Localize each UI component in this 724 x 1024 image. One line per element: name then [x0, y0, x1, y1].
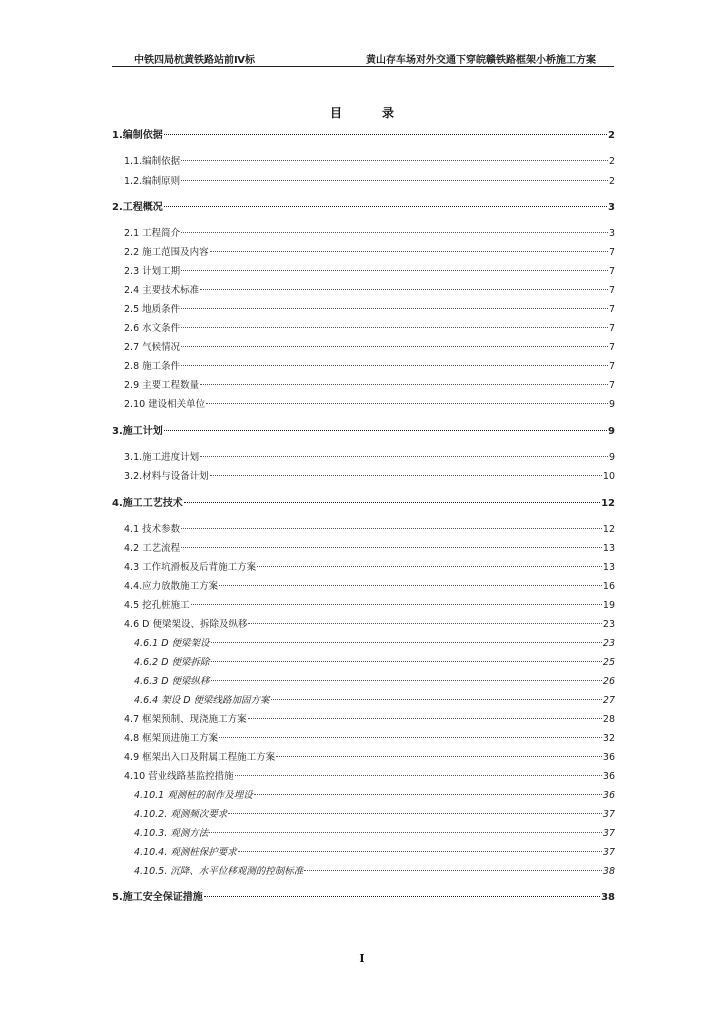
- toc-leader-dots: [181, 365, 608, 366]
- toc-entry[interactable]: [124, 155, 615, 168]
- toc-leader-dots: [254, 794, 602, 795]
- toc-leader-dots: [204, 896, 600, 897]
- toc-entry-page: 9: [608, 452, 615, 463]
- toc-entry-page: 38: [601, 892, 615, 903]
- toc-entry-title: 4.10 营业线路基监控措施: [124, 771, 234, 782]
- toc-entry-page: 7: [608, 380, 615, 391]
- toc-leader-dots: [181, 232, 608, 233]
- toc-entry[interactable]: [124, 580, 615, 593]
- toc-leader-dots: [164, 430, 607, 431]
- toc-leader-dots: [228, 813, 602, 814]
- toc-entry-title: 4.6 D 便梁架设、拆除及纵移: [124, 619, 248, 630]
- toc-entry-page: 36: [602, 752, 615, 763]
- toc-entry-page: 2: [608, 156, 615, 167]
- toc-entry[interactable]: [124, 561, 615, 574]
- toc-leader-dots: [219, 585, 602, 586]
- toc-leader-dots: [181, 160, 608, 161]
- toc-entry-page: 38: [602, 866, 615, 877]
- toc-entry-title: 4.2 工艺流程: [124, 543, 181, 554]
- toc-entry-title: 1.1.编制依据: [124, 156, 181, 167]
- toc-entry-page: 23: [602, 638, 615, 649]
- toc-leader-dots: [181, 180, 608, 181]
- toc-entry[interactable]: [134, 637, 615, 650]
- toc-entry[interactable]: [124, 770, 615, 783]
- toc-entry[interactable]: [134, 846, 615, 859]
- toc-entry[interactable]: [124, 227, 615, 240]
- toc-entry[interactable]: [124, 451, 615, 464]
- toc-entry-title: 2.8 施工条件: [124, 361, 181, 372]
- toc-leader-dots: [200, 456, 608, 457]
- toc-leader-dots: [181, 327, 608, 328]
- toc-entry-title: 2.3 计划工期: [124, 266, 181, 277]
- toc-entry[interactable]: [124, 284, 615, 297]
- toc-entry[interactable]: [124, 379, 615, 392]
- toc-entry-page: 32: [602, 733, 615, 744]
- toc-entry-page: 3: [608, 228, 615, 239]
- toc-entry-title: 2.工程概况: [112, 202, 163, 213]
- toc-entry-title: 2.6 水文条件: [124, 323, 181, 334]
- toc-leader-dots: [248, 623, 601, 624]
- toc-entry-page: 37: [602, 809, 615, 820]
- toc-entry-page: 10: [602, 471, 615, 482]
- toc-entry-title: 3.1.施工进度计划: [124, 452, 200, 463]
- toc-leader-dots: [206, 403, 608, 404]
- toc-entry[interactable]: [124, 175, 615, 188]
- toc-leader-dots: [219, 737, 602, 738]
- toc-entry-title: 4.5 挖孔桩施工: [124, 600, 190, 611]
- toc-entry-page: 19: [602, 600, 615, 611]
- toc-entry-page: 7: [608, 247, 615, 258]
- toc-entry-page: 26: [602, 676, 615, 687]
- toc-entry[interactable]: [112, 425, 615, 438]
- toc-entry[interactable]: [124, 398, 615, 411]
- page-number: I: [359, 952, 365, 965]
- toc-entry-title: 4.6.3 D 便梁纵移: [134, 676, 210, 687]
- toc-entry-title: 2.1 工程简介: [124, 228, 181, 239]
- toc-leader-dots: [164, 134, 607, 135]
- toc-entry[interactable]: [134, 865, 615, 878]
- toc-leader-dots: [210, 251, 608, 252]
- toc-entry-title: 4.6.1 D 便梁架设: [134, 638, 210, 649]
- header-left-text: 中铁四局杭黄铁路站前Ⅳ标: [134, 55, 255, 66]
- toc-leader-dots: [304, 870, 602, 871]
- toc-entry-page: 12: [602, 524, 615, 535]
- toc-entry-title: 4.10.2. 观测频次要求: [134, 809, 228, 820]
- toc-entry[interactable]: [134, 675, 615, 688]
- toc-entry-title: 2.9 主要工程数量: [124, 380, 200, 391]
- toc-entry-title: 2.5 地质条件: [124, 304, 181, 315]
- toc-leader-dots: [181, 346, 608, 347]
- toc-entry-page: 7: [608, 323, 615, 334]
- toc-leader-dots: [271, 699, 602, 700]
- toc-entry-title: 2.10 建设相关单位: [124, 399, 206, 410]
- toc-entry-page: 7: [608, 342, 615, 353]
- toc-entry[interactable]: [124, 341, 615, 354]
- toc-entry-page: 12: [601, 498, 615, 509]
- toc-entry[interactable]: [112, 497, 615, 510]
- toc-entry-title: 4.10.3. 观测方法: [134, 828, 209, 839]
- toc-leader-dots: [191, 604, 602, 605]
- toc-leader-dots: [200, 384, 608, 385]
- toc-entry-title: 4.1 技术参数: [124, 524, 181, 535]
- toc-leader-dots: [200, 289, 608, 290]
- table-of-contents: [112, 0, 615, 1024]
- toc-entry-title: 5.施工安全保证措施: [112, 892, 203, 903]
- toc-entry-title: 2.4 主要技术标准: [124, 285, 200, 296]
- toc-entry-title: 4.8 框架顶进施工方案: [124, 733, 219, 744]
- toc-title: 目 录: [329, 106, 408, 120]
- toc-entry[interactable]: [124, 360, 615, 373]
- toc-leader-dots: [248, 718, 602, 719]
- toc-entry-page: 25: [602, 657, 615, 668]
- toc-entry-title: 4.10.1 观测桩的制作及埋设: [134, 790, 253, 801]
- toc-leader-dots: [211, 661, 602, 662]
- toc-entry-page: 9: [608, 426, 615, 437]
- toc-entry-page: 2: [608, 176, 615, 187]
- toc-entry-page: 37: [602, 847, 615, 858]
- toc-leader-dots: [235, 775, 602, 776]
- toc-entry[interactable]: [134, 827, 615, 840]
- toc-entry[interactable]: [124, 618, 615, 631]
- toc-entry-page: 37: [602, 828, 615, 839]
- toc-entry-title: 1.编制依据: [112, 130, 163, 141]
- toc-entry-page: 13: [602, 562, 615, 573]
- toc-entry-page: 9: [608, 399, 615, 410]
- toc-entry-page: 16: [602, 581, 615, 592]
- toc-entry[interactable]: [124, 523, 615, 536]
- toc-entry-page: 7: [608, 361, 615, 372]
- toc-entry[interactable]: [124, 246, 615, 259]
- toc-leader-dots: [257, 566, 602, 567]
- toc-entry-title: 4.3 工作坑滑板及后背施工方案: [124, 562, 257, 573]
- toc-entry-title: 4.4.应力放散施工方案: [124, 581, 219, 592]
- toc-entry-page: 36: [602, 771, 615, 782]
- toc-entry[interactable]: [124, 265, 615, 278]
- toc-entry-page: 3: [608, 202, 615, 213]
- toc-leader-dots: [181, 528, 602, 529]
- toc-entry[interactable]: [124, 751, 615, 764]
- toc-entry-title: 4.7 框架预制、现浇施工方案: [124, 714, 247, 725]
- toc-entry-page: 2: [608, 130, 615, 141]
- toc-entry[interactable]: [124, 732, 615, 745]
- toc-entry-title: 4.6.4 架设 D 便梁线路加固方案: [134, 695, 270, 706]
- toc-entry[interactable]: [124, 470, 615, 483]
- toc-leader-dots: [209, 832, 602, 833]
- toc-entry[interactable]: [124, 713, 615, 726]
- header-right-text: 黄山存车场对外交通下穿皖赣铁路框架小桥施工方案: [366, 55, 596, 66]
- toc-entry[interactable]: [124, 599, 615, 612]
- toc-entry-page: 36: [602, 790, 615, 801]
- toc-entry-page: 13: [602, 543, 615, 554]
- toc-leader-dots: [181, 270, 608, 271]
- toc-entry[interactable]: [134, 789, 615, 802]
- toc-leader-dots: [164, 206, 607, 207]
- toc-leader-dots: [276, 756, 602, 757]
- toc-entry[interactable]: [124, 322, 615, 335]
- toc-entry-page: 7: [608, 304, 615, 315]
- toc-entry-title: 4.10.5. 沉降、水平位移观测的控制标准: [134, 866, 304, 877]
- toc-entry[interactable]: [124, 542, 615, 555]
- toc-entry-title: 3.2.材料与设备计划: [124, 471, 209, 482]
- toc-entry-title: 3.施工计划: [112, 426, 163, 437]
- toc-entry-title: 1.2.编制原则: [124, 176, 181, 187]
- toc-leader-dots: [184, 502, 600, 503]
- toc-entry[interactable]: [112, 891, 615, 904]
- toc-leader-dots: [211, 680, 602, 681]
- toc-entry[interactable]: [124, 303, 615, 316]
- toc-leader-dots: [211, 642, 602, 643]
- toc-entry[interactable]: [134, 694, 615, 707]
- toc-entry-title: 4.施工工艺技术: [112, 498, 183, 509]
- toc-entry[interactable]: [112, 129, 615, 142]
- toc-entry-title: 4.6.2 D 便梁拆除: [134, 657, 210, 668]
- toc-entry-page: 7: [608, 285, 615, 296]
- toc-entry[interactable]: [134, 808, 615, 821]
- toc-entry-title: 2.2 施工范围及内容: [124, 247, 209, 258]
- toc-entry-page: 23: [602, 619, 615, 630]
- toc-entry-page: 28: [602, 714, 615, 725]
- toc-entry-title: 2.7 气候情况: [124, 342, 181, 353]
- toc-entry-title: 4.10.4. 观测桩保护要求: [134, 847, 237, 858]
- toc-entry-title: 4.9 框架出入口及附属工程施工方案: [124, 752, 276, 763]
- toc-leader-dots: [210, 475, 602, 476]
- toc-entry-page: 7: [608, 266, 615, 277]
- toc-leader-dots: [238, 851, 602, 852]
- toc-entry[interactable]: [134, 656, 615, 669]
- toc-entry[interactable]: [112, 201, 615, 214]
- toc-entry-page: 27: [602, 695, 615, 706]
- toc-leader-dots: [181, 547, 602, 548]
- toc-leader-dots: [181, 308, 608, 309]
